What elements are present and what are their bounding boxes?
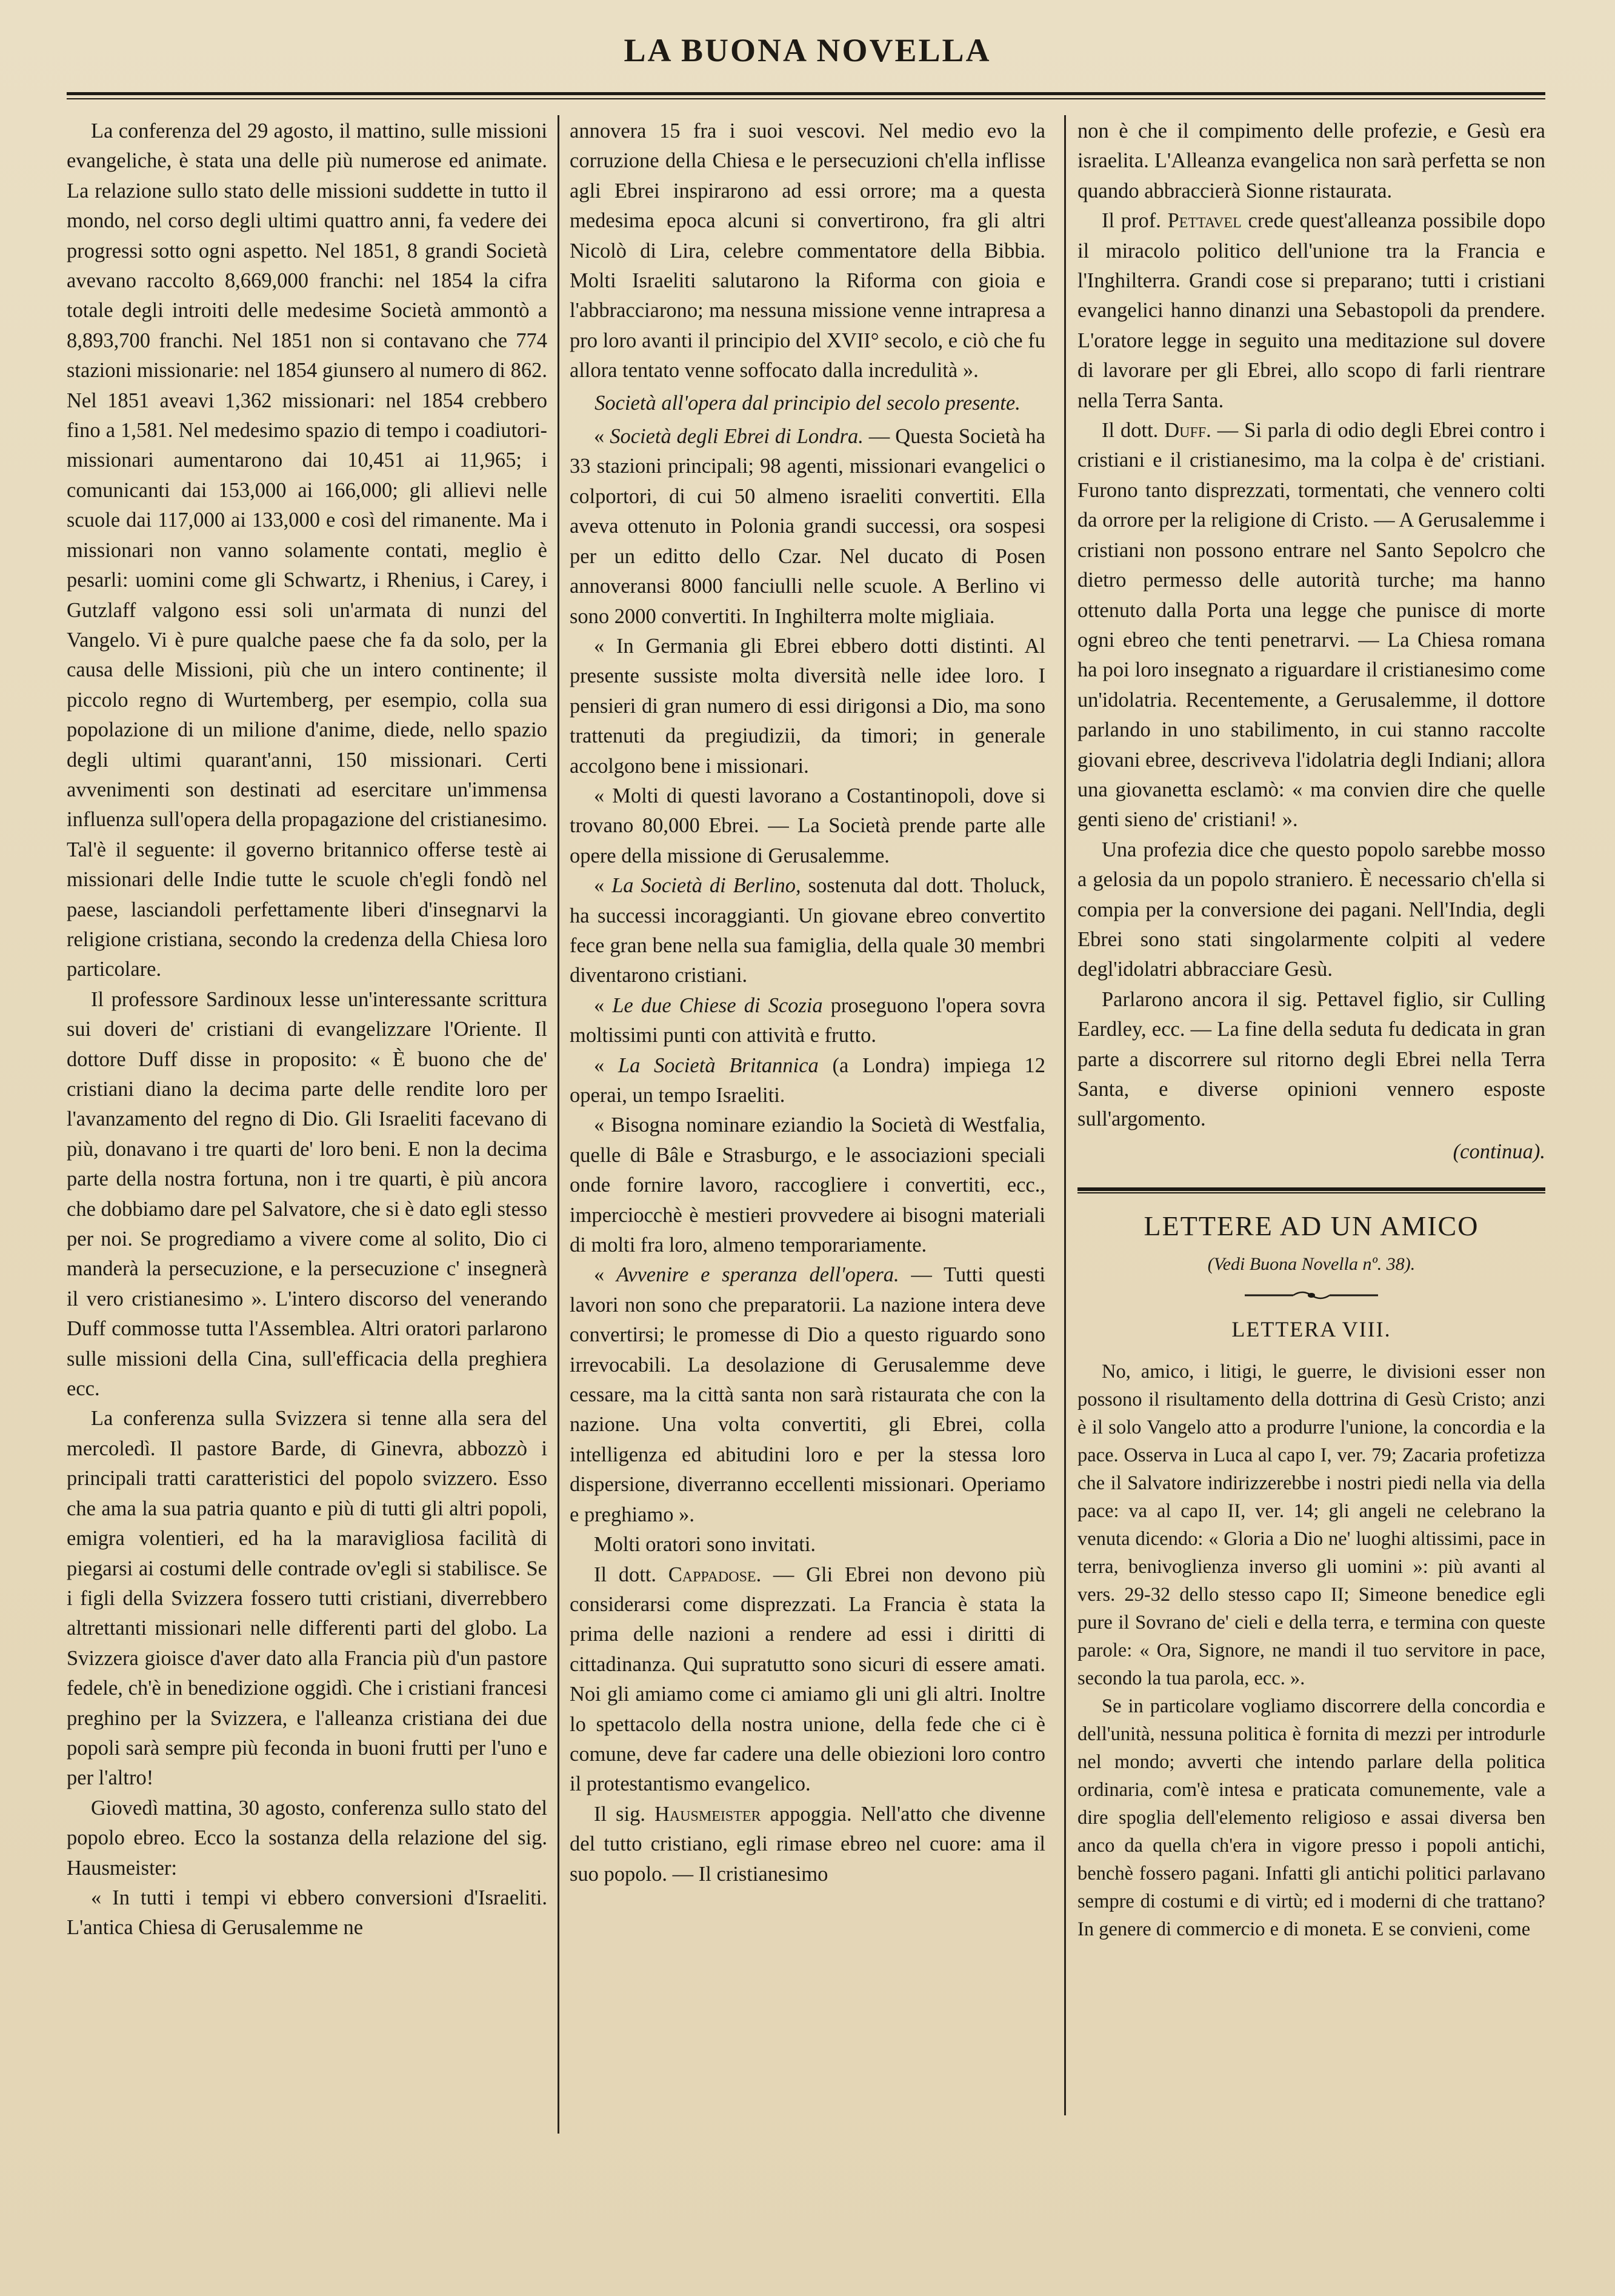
column-2: [570, 116, 1045, 1889]
paragraph: « La Società di Berlino, sostenuta dal dott. Tholuck, ha successi incoraggianti. Un giovane ebreo convertito fece gran bene nella sua famiglia, della quale 30 membri diventarono cristiani.: [570, 874, 1045, 987]
speaker-name: Duff.: [1164, 419, 1211, 442]
speaker-name: Pettavel: [1167, 209, 1242, 233]
paragraph: No, amico, i litigi, le guerre, le divisioni esser non possono il risultamento della dottrina di Gesù Cristo; anzi è il solo Vangelo atto a produrre l'unione, la concordia e la pace. Osserva in Luca al capo I, ver. 79; Zacaria profetizza che il Salvatore indirizzerebbe i nostri piedi nella via della pace: va al capo II, ver. 14; gli angeli ne celebrano la venuta dicendo: « Gloria a Dio ne' luoghi altissimi, pace in terra, benivoglienza inverso gli uomini »: più avanti al vers. 29-32 dello stesso capo II; Simeone benedice egli pure il Sovrano de' cieli e della terra, e termina con queste parole: « Ora, Signore, ne mandi il tuo servitore in pace, secondo la tua parola, ecc. ».: [1077, 1361, 1545, 1690]
title-prefix: Il sig.: [594, 1802, 654, 1826]
paragraph-text: sostenuta dal dott. Tholuck, ha successi incoraggianti. Un giovane ebreo convertito fece gran bene nella sua famiglia, della quale 30 membri diventarono cristiani.: [570, 874, 1045, 987]
column-1: [67, 116, 547, 1943]
paragraph-text: (a Londra) impiega 12 operai, un tempo Israeliti.: [570, 1053, 1046, 1107]
title-prefix: Il prof.: [1102, 209, 1168, 233]
society-name: Le due Chiese di Scozia: [612, 993, 823, 1017]
paragraph: Parlarono ancora il sig. Pettavel figlio, sir Culling Eardley, ecc. — La fine della seduta fu dedicata in gran parte a discorrere sul ritorno degli Ebrei nella Terra Santa, e diverse opinioni vennero esposte sull'argomento.: [1077, 987, 1545, 1131]
title-prefix: Il dott.: [1102, 419, 1165, 442]
article-reference: (Vedi Buona Novella nº. 38).: [1207, 1254, 1416, 1275]
paragraph: Giovedì mattina, 30 agosto, conferenza sullo stato del popolo ebreo. Ecco la sostanza della relazione del sig. Hausmeister:: [67, 1796, 547, 1880]
paragraph: « Molti di questi lavorano a Costantinopoli, dove si trovano 80,000 Ebrei. — La Società prende parte alle opere della missione di Gerusalemme.: [570, 784, 1045, 867]
paragraph: La conferenza del 29 agosto, il mattino, sulle missioni evangeliche, è stata una delle più numerose ed animate. La relazione sullo stato delle missioni suddette in tutto il mondo, nel corso degli ultimi quattro anni, fa vedere dei progressi sotto ogni aspetto. Nel 1851, 8 grandi Società avevano raccolto 8,669,000 franchi: nel 1854 la cifra totale degli introiti delle medesime Società ammontò a 8,893,700 franchi. Nel 1851 non si contavano che 774 stazioni missionarie: nel 1854 giunsero al numero di 862. Nel 1851 aveavi 1,362 missionari: nel 1854 crebbero fino a 1,581. Nel medesimo spazio di tempo i coadiutori-missionari aumentarono dai 10,451 ai 11,965; i comunicanti dai 153,000 ai 166,000; gli allievi nelle scuole dai 117,000 ai 133,000 e così del rimanente. Ma i missionari non vanno solamente contati, meglio è pesarli: uomini come gli Schwartz, i Rhenius, i Carey, i Gutzlaff valgono essi soli un'armata di nunzi del Vangelo. Vi è pure qualche paese che fa da solo, per la causa delle Missioni, più che un intero continente; il piccolo regno di Wurtemberg, per esempio, colla sua popolazione di un milione d'anime, diede, nello spazio degli ultimi quarant'anni, 150 missionari. Certi avvenimenti son destinati ad esercitare un'immensa influenza sull'opera della propagazione del cristianesimo. Tal'è il seguente: il governo britannico offerse testè ai missionari delle Indie tutte le scuole ch'egli fondò nel paese, lasciandoli perfettamente liberi d'insegnarvi la religione cristiana, secondo la credenza della Chiesa loro particolare.: [67, 119, 547, 981]
paragraph-text: crede quest'alleanza possibile dopo il miracolo politico dell'unione tra la Francia e l'Inghilterra. Grandi cose si preparano; tutti i cristiani evangelici hanno dinanzi una Sebastopoli da prendere. L'oratore legge in seguito una meditazione sul dovere di lavorare per gli Ebrei, allo scopo di farli rientrare nella Terra Santa.: [1077, 209, 1545, 412]
continued-note: [1077, 1137, 1545, 1167]
paragraph: Il professore Sardinoux lesse un'interessante scrittura sui doveri de' cristiani di evangelizzare l'Oriente. Il dottore Duff disse in proposito: « È buono che de' cristiani diano la decima parte delle rendite loro per l'avanzamento del regno di Dio. Gli Israeliti facevano di più, donavano i tre quarti de' loro beni. E non la decima parte della nostra fortuna, non i tre quarti, è più ancora che dobbiamo dare pel Salvatore, che si è dato egli stesso per noi. Se progrediamo a vivere come al solito, Dio ci manderà la persecuzione, e la persecuzione c' insegnerà il vero cristianesimo ». L'intero discorso del venerando Duff commosse tutta l'Assemblea. Altri oratori parlarono sulle missioni della Cina, sull'efficacia della preghiera ecc.: [67, 987, 547, 1401]
masthead-title: LA BUONA NOVELLA: [624, 32, 991, 68]
subsection-name: Avvenire e speranza dell'opera.: [616, 1263, 899, 1287]
paragraph: non è che il compimento delle profezie, e Gesù era israelita. L'Alleanza evangelica non sarà perfetta se non quando abbraccierà Sionne ristaurata.: [1077, 119, 1545, 202]
speaker-name: Hausmeister: [654, 1802, 761, 1826]
ornament-divider: [1077, 1289, 1545, 1301]
paragraph: La conferenza sulla Svizzera si tenne alla sera del mercoledì. Il pastore Barde, di Ginevra, abbozzò i principali tratti caratteristici del popolo svizzero. Esso che ama la sua patria quanto e più di tutti gli altri popoli, emigra volentieri, ed ha la maravigliosa facilità di piegarsi ai costumi delle contrade ov'egli si stabilisce. Se i figli della Svizzera fossero tutti cristiani, diverrebbero altrettanti missionari nelle differenti parti del globo. La Svizzera gioisce d'aver dato alla Francia più d'un pastore fedele, ch'è in benedizione oggidì. Che i cristiani francesi preghino per la Svizzera, e l'alleanza cristiana dei due popoli sarà sempre più feconda in buoni frutti per l'uno e per l'altro!: [67, 1407, 547, 1790]
letter-title: LETTERA VIII.: [1231, 1317, 1391, 1341]
article-separator-rule: [1077, 1187, 1545, 1193]
article-title: LETTERE AD UN AMICO: [1144, 1210, 1479, 1242]
paragraph: « Bisogna nominare eziandio la Società di Westfalia, quelle di Bâle e Strasburgo, e le associazioni speciali onde fornire lavoro, raccogliere i convertiti, ecc., imperciocchè è mestieri provvedere ai bisogni materiali di molti fra loro, almeno temporariamente.: [570, 1113, 1045, 1257]
column-divider: [1064, 115, 1066, 2115]
paragraph: Una profezia dice che questo popolo sarebbe mosso a gelosia da un popolo straniero. È necessario ch'ella si compia per la conversione dei pagani. Nell'India, degli Ebrei sono stati singolarmente colpiti al vedere degl'idolatri abbracciare Gesù.: [1077, 838, 1545, 981]
paragraph: annovera 15 fra i suoi vescovi. Nel medio evo la corruzione della Chiesa e le persecuzioni ch'ella inflisse agli Ebrei inspirarono ad essi orrore; ma a questa medesima epoca alcuni si convertirono, fra gli altri Nicolò di Lira, celebre commentatore della Bibbia. Molti Israeliti salutarono la Riforma con gioia e l'abbracciarono; ma nessuna missione venne intrapresa a pro loro avanti il principio del XVII° secolo, e ciò che fu allora tentato venne soffocato dalla incredulità ».: [570, 119, 1045, 382]
speaker-name: Cappadose.: [668, 1563, 762, 1586]
society-name: La Società di Berlino,: [611, 874, 801, 898]
paragraph-text: — Tutti questi lavori non sono che preparatorii. La nazione intera deve convertirsi; le promesse di Dio a questo riguardo sono irrevocabili. La desolazione di Gerusalemme deve cessare, ma la città santa non sarà ristaurata che con la nazione. Una volta convertiti, gli Ebrei, colla intelligenza ed abitudini loro e per la stessa loro dispersione, diverranno eccellenti missionari. Operiamo e preghiamo ».: [570, 1263, 1046, 1526]
paragraph: « In tutti i tempi vi ebbero conversioni d'Israeliti. L'antica Chiesa di Gerusalemme ne: [67, 1886, 547, 1940]
paragraph: [1077, 416, 1545, 835]
column-divider: [558, 115, 559, 2134]
paragraph-text: — Gli Ebrei non devono più considerarsi come disprezzati. La Francia è stata la prima delle nazioni a rendere ad essi i diritti di cittadinanza. Qui supratutto sono sicuri di essere amati. Noi gli amiamo come ci amiamo gli uni gli altri. Inoltre lo spettacolo della nostra unione, della fede che ci è comune, deve far cadere una delle obiezioni loro contro il protestantismo evangelico.: [570, 1563, 1045, 1796]
paragraph-text: appoggia. Nell'atto che divenne del tutto cristiano, egli rimase ebreo nel cuore: ama il suo popolo. — Il cristianesimo: [570, 1802, 1045, 1886]
header-rule-thin: [67, 98, 1545, 99]
header-rule-thick: [67, 92, 1545, 95]
society-name: La Società Britannica: [618, 1053, 819, 1077]
paragraph: Se in particolare vogliamo discorrere della concordia e dell'unità, nessuna politica è fornita di mezzi per introdurle nel mondo; avverti che intendo parlare della politica ordinaria, com'è intesa e praticata comunemente, vale a dire spoglia dell'elemento religioso e assai diversa ben anco da quella ch'era in vigore presso i popoli antichi, benchè fossero pagani. Infatti gli antichi politici parlavano sempre di costumi e di virtù; ed i moderni di che trattano? In genere di commercio e di moneta. E se convieni, come: [1077, 1695, 1545, 1941]
paragraph-text: — Si parla di odio degli Ebrei contro i cristiani e il cristianesimo, ma la colpa è de' cristiani. Furono tanto disprezzati, tormentati, che vennero colti da orrore per la religione di Cristo. — A Gerusalemme i cristiani non possono entrare nel Santo Sepolcro che dietro permesso delle autorità turche; ma hanno ottenuto dalla Porta una legge che punisce di morte ogni ebreo che tenti penetrarvi. — La Chiesa romana ha poi loro insegnato a riguardare il cristianesimo come un'idolatria. Recentemente, a Gerusalemme, il dottore parlando in uno stabilimento, in cui stanno raccolte giovani ebree, descriveva l'idolatria degli Indiani; allora una giovanetta esclamò: « ma convien dire che quelle genti sieno de' cristiani! ».: [1077, 419, 1545, 832]
paragraph: [1077, 206, 1545, 416]
paragraph-text: proseguono l'opera sovra moltissimi punti con attività e frutto.: [570, 993, 1045, 1047]
continued-text: (continua).: [1453, 1140, 1545, 1163]
title-prefix: Il dott.: [594, 1563, 668, 1586]
paragraph: Molti oratori sono invitati.: [594, 1533, 816, 1557]
society-name: Società degli Ebrei di Londra.: [610, 425, 864, 449]
paragraph: « Le due Chiese di Scozia proseguono l'opera sovra moltissimi punti con attività e frutto.: [570, 993, 1045, 1047]
paragraph: « Società degli Ebrei di Londra. — Questa Società ha 33 stazioni principali; 98 agenti, missionari evangelici o colportori, di cui 50 almeno israeliti convertiti. Ella aveva ottenuto in Polonia grandi successi, ora sospesi per un editto dello Czar. Nel ducato di Posen annoveransi 8000 fanciulli nelle scuole. A Berlino vi sono 2000 convertiti. In Inghilterra molte migliaia.: [570, 425, 1045, 628]
column-3: [1077, 116, 1545, 1943]
paragraph: [570, 1800, 1045, 1889]
paragraph: « In Germania gli Ebrei ebbero dotti distinti. Al presente sussiste molta diversità nelle idee loro. I pensieri di gran numero di essi dirigonsi a Dio, ma sono trattenuti da pregiudizii, da timori; in generale accolgono bene i missionari.: [570, 634, 1045, 778]
paragraph: « La Società Britannica (a Londra) impiega 12 operai, un tempo Israeliti.: [570, 1053, 1046, 1107]
ornament-icon: [1245, 1289, 1378, 1301]
paragraph: « Avvenire e speranza dell'opera. — Tutti questi lavori non sono che preparatorii. La nazione intera deve convertirsi; le promesse di Dio a questo riguardo sono irrevocabili. La desolazione di Gerusalemme deve cessare, ma la città santa non sarà ristaurata che con la nazione. Una volta convertiti, gli Ebrei, colla intelligenza ed abitudini loro e per la stessa loro dispersione, diverranno eccellenti missionari. Operiamo e preghiamo ».: [570, 1263, 1046, 1526]
paragraph-text: — Questa Società ha 33 stazioni principali; 98 agenti, missionari evangelici o colportori, di cui 50 almeno israeliti convertiti. Ella aveva ottenuto in Polonia grandi successi, ora sospesi per un editto dello Czar. Nel ducato di Posen annoveransi 8000 fanciulli nelle scuole. A Berlino vi sono 2000 convertiti. In Inghilterra molte migliaia.: [570, 425, 1045, 628]
paragraph: [570, 1560, 1045, 1800]
section-heading: Società all'opera dal principio del secolo presente.: [594, 391, 1021, 415]
